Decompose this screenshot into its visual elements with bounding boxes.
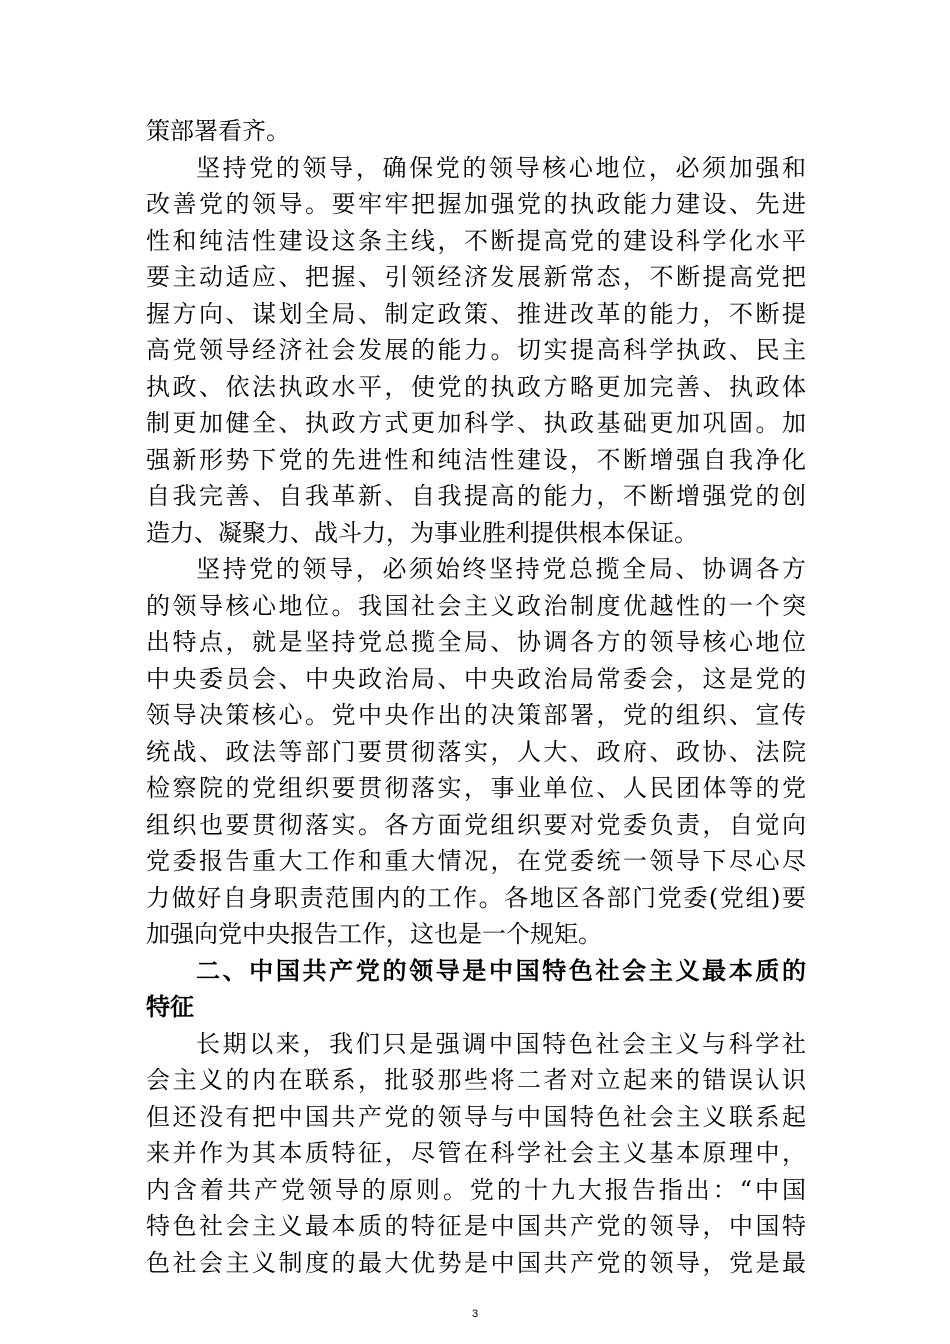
text-line: 力做好自身职责范围内的工作。各地区各部门党委(党组)要 [146, 883, 806, 912]
text-line: 色社会主义制度的最大优势是中国共产党的领导，党是最 [146, 1248, 806, 1277]
text-line: 检察院的党组织要贯彻落实，事业单位、人民团体等的党 [146, 774, 806, 802]
section-heading-continued: 特征 [146, 993, 194, 1021]
text-line: 内含着共产党领导的原则。党的十九大报告指出：“中国 [146, 1175, 806, 1204]
paragraph-start: 长期以来，我们只是强调中国特色社会主义与科学社 [196, 1029, 806, 1058]
text-line: 改善党的领导。要牢牢把握加强党的执政能力建设、先进 [146, 190, 806, 218]
text-line: 但还没有把中国共产党的领导与中国特色社会主义联系起 [146, 1102, 806, 1131]
text-line: 会主义的内在联系，批驳那些将二者对立起来的错误认识 [146, 1066, 806, 1094]
text-line: 制更加健全、执政方式更加科学、执政基础更加巩固。加 [146, 409, 806, 437]
text-line: 高党领导经济社会发展的能力。切实提高科学执政、民主 [146, 336, 806, 364]
text-line: 中央委员会、中央政治局、中央政治局常委会，这是党的 [146, 664, 806, 693]
text-line: 领导决策核心。党中央作出的决策部署，党的组织、宣传 [146, 701, 806, 729]
text-line: 的领导核心地位。我国社会主义政治制度优越性的一个突 [146, 591, 806, 620]
text-line: 性和纯洁性建设这条主线，不断提高党的建设科学化水平 [146, 226, 806, 255]
text-line: 自我完善、自我革新、自我提高的能力，不断增强党的创 [146, 482, 806, 510]
paragraph-start: 坚持党的领导，必须始终坚持党总揽全局、协调各方 [196, 555, 806, 583]
text-line: 加强向党中央报告工作，这也是一个规矩。 [146, 920, 602, 948]
text-line: 统战、政法等部门要贯彻落实，人大、政府、政协、法院 [146, 737, 806, 766]
text-line: 造力、凝聚力、战斗力，为事业胜利提供根本保证。 [146, 518, 698, 547]
document-body [146, 113, 806, 1281]
text-line: 策部署看齐。 [146, 117, 290, 145]
page-number: 3 [471, 1308, 479, 1320]
text-line: 特色社会主义最本质的特征是中国共产党的领导，中国特 [146, 1212, 806, 1240]
section-heading: 二、中国共产党的领导是中国特色社会主义最本质的 [196, 956, 806, 985]
text-line: 要主动适应、把握、引领经济发展新常态，不断提高党把 [146, 263, 806, 291]
text-line: 来并作为其本质特征，尽管在科学社会主义基本原理中， [146, 1139, 806, 1167]
text-line: 执政、依法执政水平，使党的执政方略更加完善、执政体 [146, 372, 806, 401]
text-line: 强新形势下党的先进性和纯洁性建设，不断增强自我净化 [146, 445, 806, 474]
paragraph-start: 坚持党的领导，确保党的领导核心地位，必须加强和 [196, 153, 806, 182]
text-line: 出特点，就是坚持党总揽全局、协调各方的领导核心地位 [146, 628, 806, 656]
text-line: 组织也要贯彻落实。各方面党组织要对党委负责，自觉向 [146, 810, 806, 839]
text-line: 握方向、谋划全局、制定政策、推进改革的能力，不断提 [146, 299, 806, 328]
text-line: 党委报告重大工作和重大情况，在党委统一领导下尽心尽 [146, 847, 806, 875]
